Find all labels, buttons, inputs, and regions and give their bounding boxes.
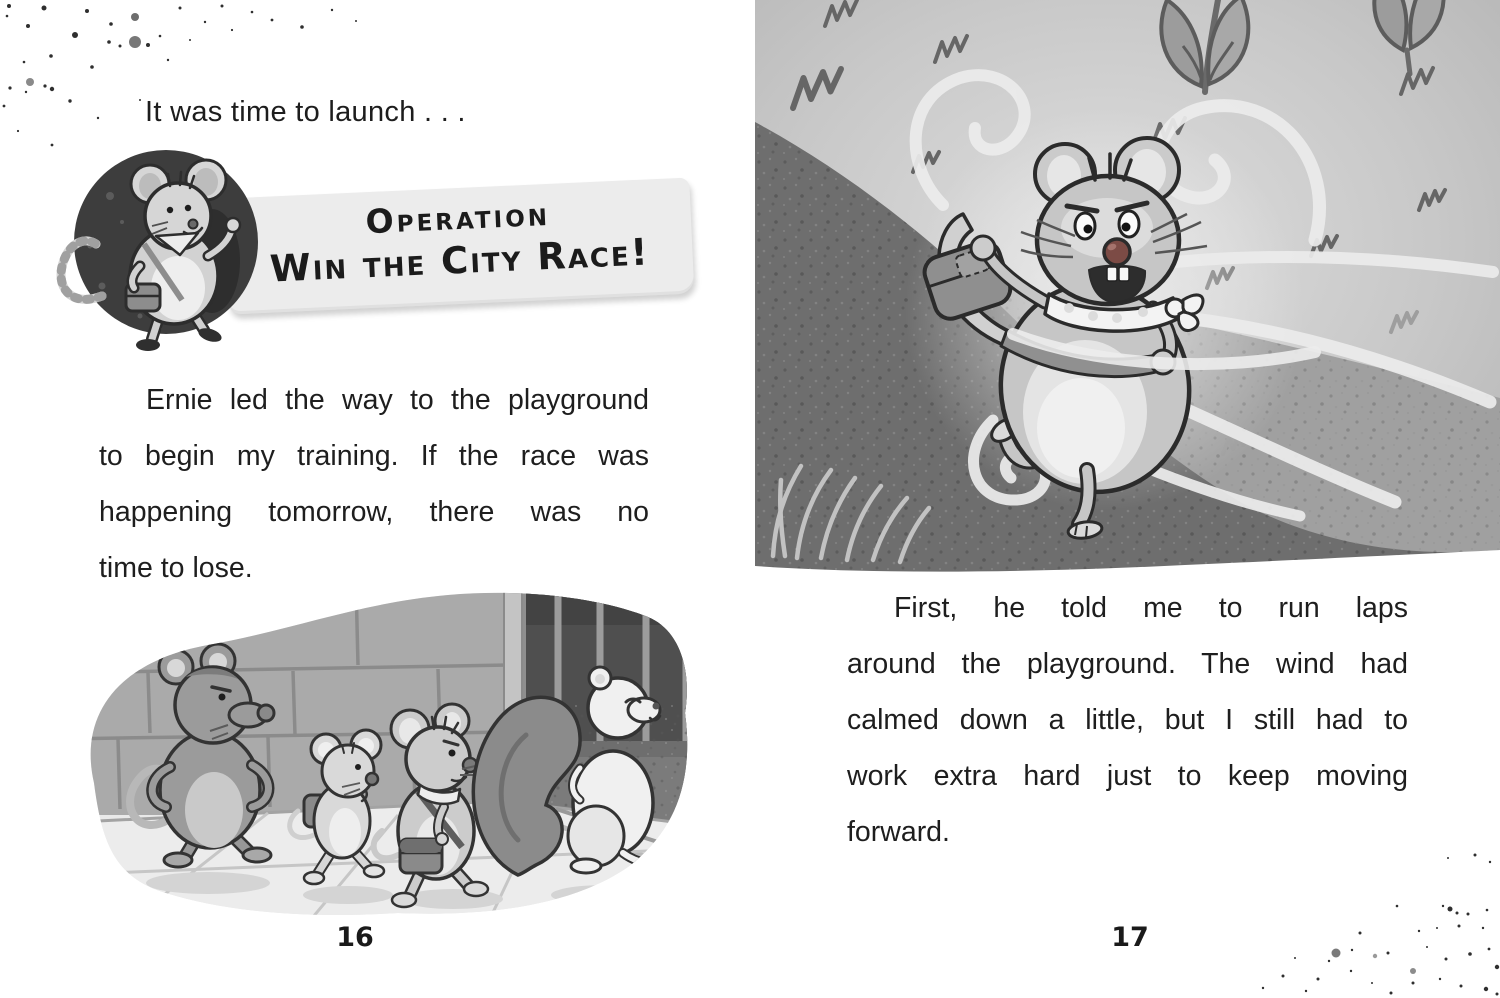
ink-splatter-top-left	[0, 0, 380, 170]
paragraph-line: forward.	[847, 816, 950, 848]
ink-splatter-bottom-right	[1258, 836, 1500, 998]
banner-title-line2: Win the City Race!	[268, 230, 651, 291]
paragraph-line: calmed down a little, but I still had to	[847, 704, 1408, 736]
banner-title-line1: Operation	[364, 193, 551, 242]
paragraph-line: happening tomorrow, there was no	[99, 496, 649, 528]
paragraph-line: time to lose.	[99, 552, 253, 584]
paragraph-line: to begin my training. If the race was	[99, 440, 649, 472]
lead-in-text: It was time to launch . . .	[145, 96, 466, 128]
page-number-left: 16	[336, 922, 374, 953]
page-number-right: 17	[1111, 922, 1149, 953]
walking-scene-illustration	[58, 583, 698, 923]
paragraph-line: work extra hard just to keep moving	[847, 760, 1408, 792]
running-mouse-illustration	[755, 0, 1500, 578]
left-paragraph	[99, 372, 649, 596]
right-paragraph	[847, 580, 1408, 860]
operation-banner	[224, 177, 695, 314]
paragraph-line: First, he told me to run laps	[894, 592, 1408, 624]
paragraph-line: Ernie led the way to the playground	[146, 384, 649, 416]
paragraph-line: around the playground. The wind had	[847, 648, 1408, 680]
